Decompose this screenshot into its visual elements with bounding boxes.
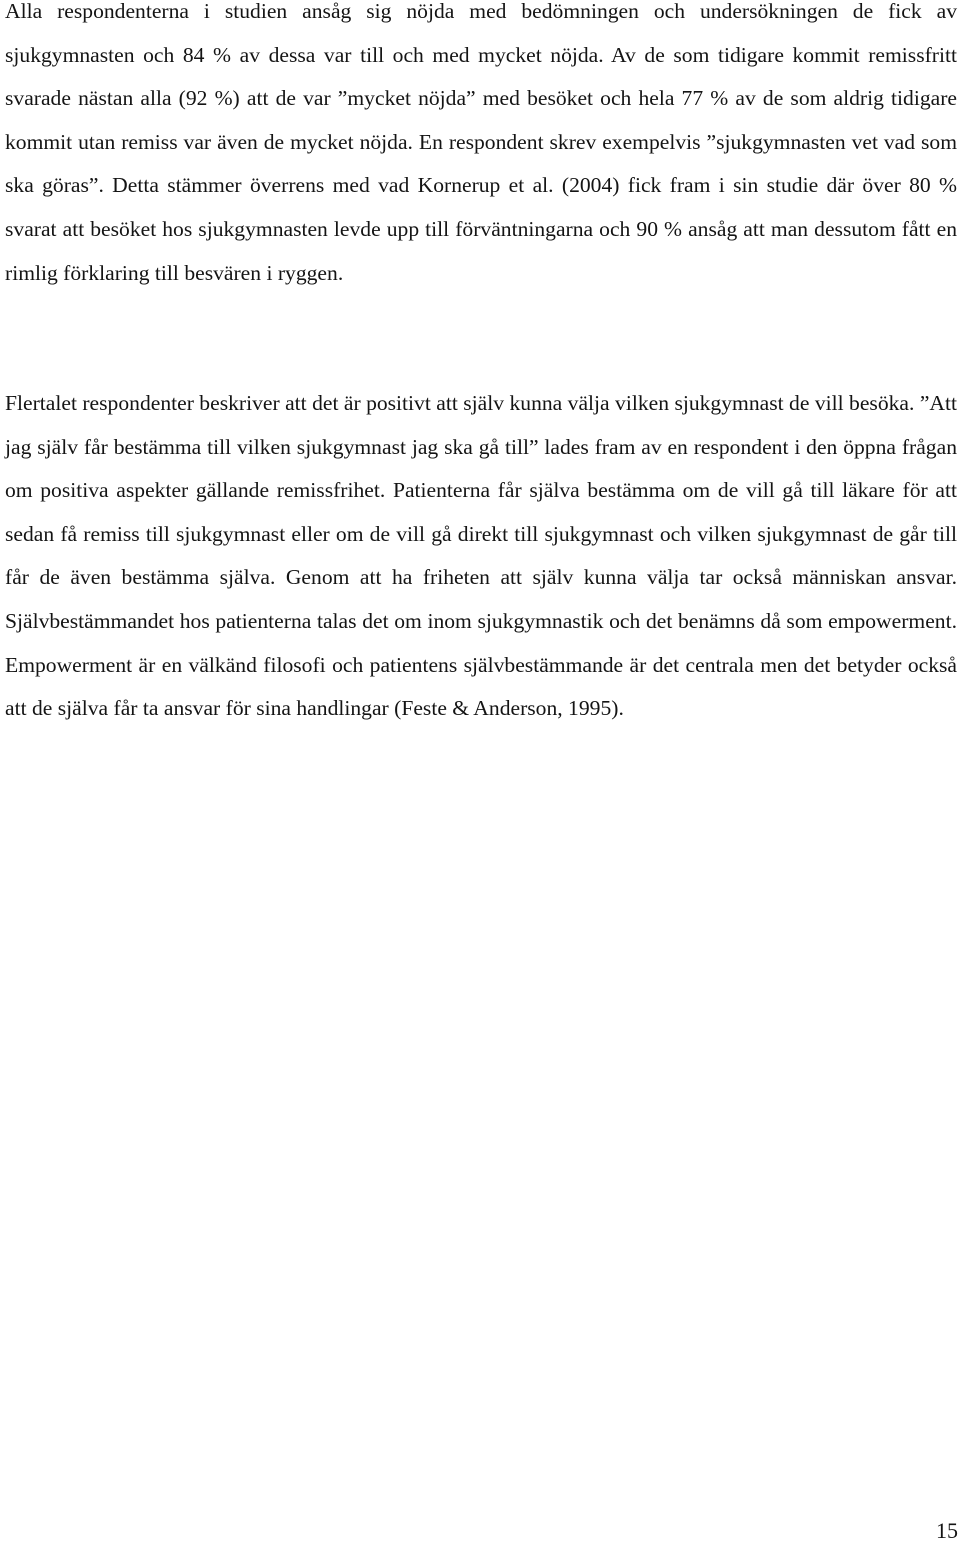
page-number: 15	[936, 1518, 958, 1543]
paragraph-satisfaction: Alla respondenterna i studien ansåg sig nöjda med bedömningen och undersökningen de fick av sjukgymnasten och 84 % av dessa var till och med mycket nöjda. Av de som tidigare kommit remissfritt svarade nästan alla (92 %) att de var ”mycket nöjda” med besöket och hela 77 % av de som aldrig tidigare kommit utan remiss var även de mycket nöjda. En respondent skrev exempelvis ”sjukgymnasten vet vad som ska göras”. Detta stämmer överrens med vad Kornerup et al. (2004) fick fram i sin studie där över 80 % svarat att besöket hos sjukgymnasten levde upp till förväntningarna och 90 % ansåg att man dessutom fått en rimlig förklaring till besvären i ryggen.	[5, 0, 957, 285]
paragraph-empowerment: Flertalet respondenter beskriver att det är positivt att själv kunna välja vilken sjukgymnast de vill besöka. ”Att jag själv får bestämma till vilken sjukgymnast jag ska gå till” lades fram av en respondent i den öppna frågan om positiva aspekter gällande remissfrihet. Patienterna får själva bestämma om de vill gå till läkare för att sedan få remiss till sjukgymnast eller om de vill gå direkt till sjukgymnast och vilken sjukgymnast de går till får de även bestämma själva. Genom att ha friheten att själv kunna välja tar också människan ansvar. Självbestämmandet hos patienterna talas det om inom sjukgymnastik och det benämns då som empowerment. Empowerment är en välkänd filosofi och patientens självbestämmande är det centrala men det betyder också att de själva får ta ansvar för sina handlingar (Feste & Anderson, 1995).	[5, 391, 957, 721]
